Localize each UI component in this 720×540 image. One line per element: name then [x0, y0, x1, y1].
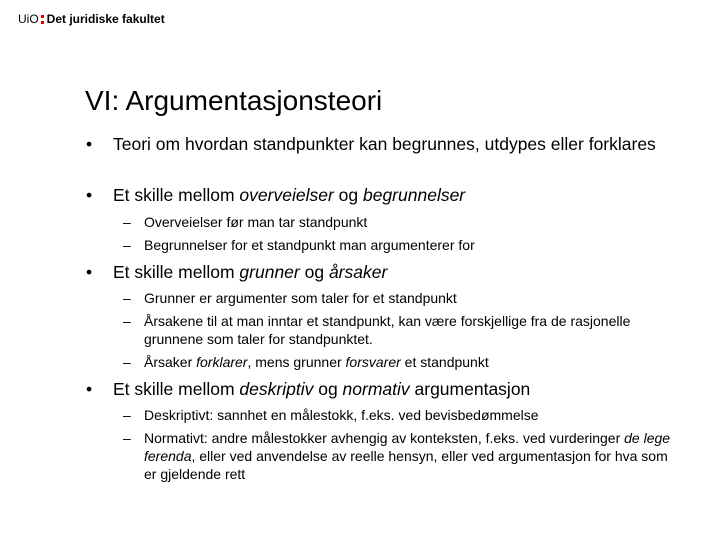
bullet-2-em-1: overveielser — [239, 185, 334, 205]
sub-bullet-3-3-text-pre: Årsaker — [144, 354, 197, 370]
bullet-4-text-post: argumentasjon — [409, 379, 531, 399]
bullet-3-em-1: grunner — [239, 262, 300, 282]
bullet-marker: • — [86, 134, 93, 154]
uio-logo-mark-icon — [41, 15, 44, 24]
sub-bullet-2-1-text: Overveielser før man tar standpunkt — [144, 214, 368, 230]
bullet-4-em-2: normativ — [342, 379, 410, 399]
sub-bullet-4-2-em: de lege ferenda — [144, 430, 671, 464]
sub-bullet-2-1 — [123, 213, 674, 231]
sub-bullet-4-2 — [123, 429, 674, 483]
dash-marker: – — [123, 214, 131, 230]
dash-marker: – — [123, 430, 131, 446]
bullet-4 — [86, 379, 673, 400]
sub-bullet-4-2-text-post: , eller ved anvendelse av reelle hensyn, eller ved argumentasjon for hva som er gjeldende rett — [144, 448, 668, 482]
slide-title: VI: Argumentasjonsteori — [85, 85, 383, 116]
bullet-4-text-mid: og — [313, 379, 343, 399]
sub-bullet-3-2-text: Årsakene til at man inntar et standpunkt, kan være forskjellige fra de rasjonelle grunnene som taler for standpunktet. — [144, 313, 631, 347]
sub-bullet-3-3-em-1: forklarer — [196, 354, 248, 370]
bullet-2-em-2: begrunnelser — [362, 185, 466, 205]
bullet-3-text-pre: Et skille mellom — [113, 262, 240, 282]
bullet-3-em-2: årsaker — [328, 262, 388, 282]
dash-marker: – — [123, 313, 131, 329]
bullet-4-em-1: deskriptiv — [239, 379, 314, 399]
bullet-1-text: Teori om hvordan standpunkter kan begrunnes, utdypes eller forklares — [113, 134, 656, 154]
bullet-3-text-mid: og — [299, 262, 329, 282]
sub-bullet-3-3-em-2: forsvarer — [345, 354, 401, 370]
sub-bullet-3-1 — [123, 289, 674, 307]
sub-bullet-3-1-text: Grunner er argumenter som taler for et standpunkt — [144, 290, 457, 306]
sub-bullet-3-3 — [123, 353, 674, 371]
uio-logo-text: UiO — [18, 12, 39, 26]
sub-bullet-3-3-text-mid: , mens grunner — [247, 354, 346, 370]
bullet-2-text-mid: og — [333, 185, 363, 205]
bullet-marker: • — [86, 262, 93, 282]
bullet-4-text-pre: Et skille mellom — [113, 379, 240, 399]
bullet-3 — [86, 262, 673, 283]
sub-bullet-2-2-text: Begrunnelser for et standpunkt man argumenterer for — [144, 237, 475, 253]
dash-marker: – — [123, 354, 131, 370]
bullet-2-text-pre: Et skille mellom — [113, 185, 240, 205]
bullet-marker: • — [86, 379, 93, 399]
bullet-2 — [86, 185, 673, 206]
bullet-1 — [86, 134, 673, 155]
sub-bullet-4-1 — [123, 406, 674, 424]
bullet-marker: • — [86, 185, 93, 205]
faculty-name: Det juridiske fakultet — [46, 12, 165, 26]
sub-bullet-4-1-text: Deskriptivt: sannhet en målestokk, f.eks. ved bevisbedømmelse — [144, 407, 539, 423]
sub-bullet-4-2-text-pre: Normativt: andre målestokker avhengig av konteksten, f.eks. ved vurderinger — [144, 430, 625, 446]
dash-marker: – — [123, 290, 131, 306]
sub-bullet-3-3-text-post: et standpunkt — [400, 354, 489, 370]
sub-bullet-3-2 — [123, 312, 674, 348]
sub-bullet-2-2 — [123, 236, 674, 254]
dash-marker: – — [123, 407, 131, 423]
faculty-header — [18, 12, 165, 26]
dash-marker: – — [123, 237, 131, 253]
